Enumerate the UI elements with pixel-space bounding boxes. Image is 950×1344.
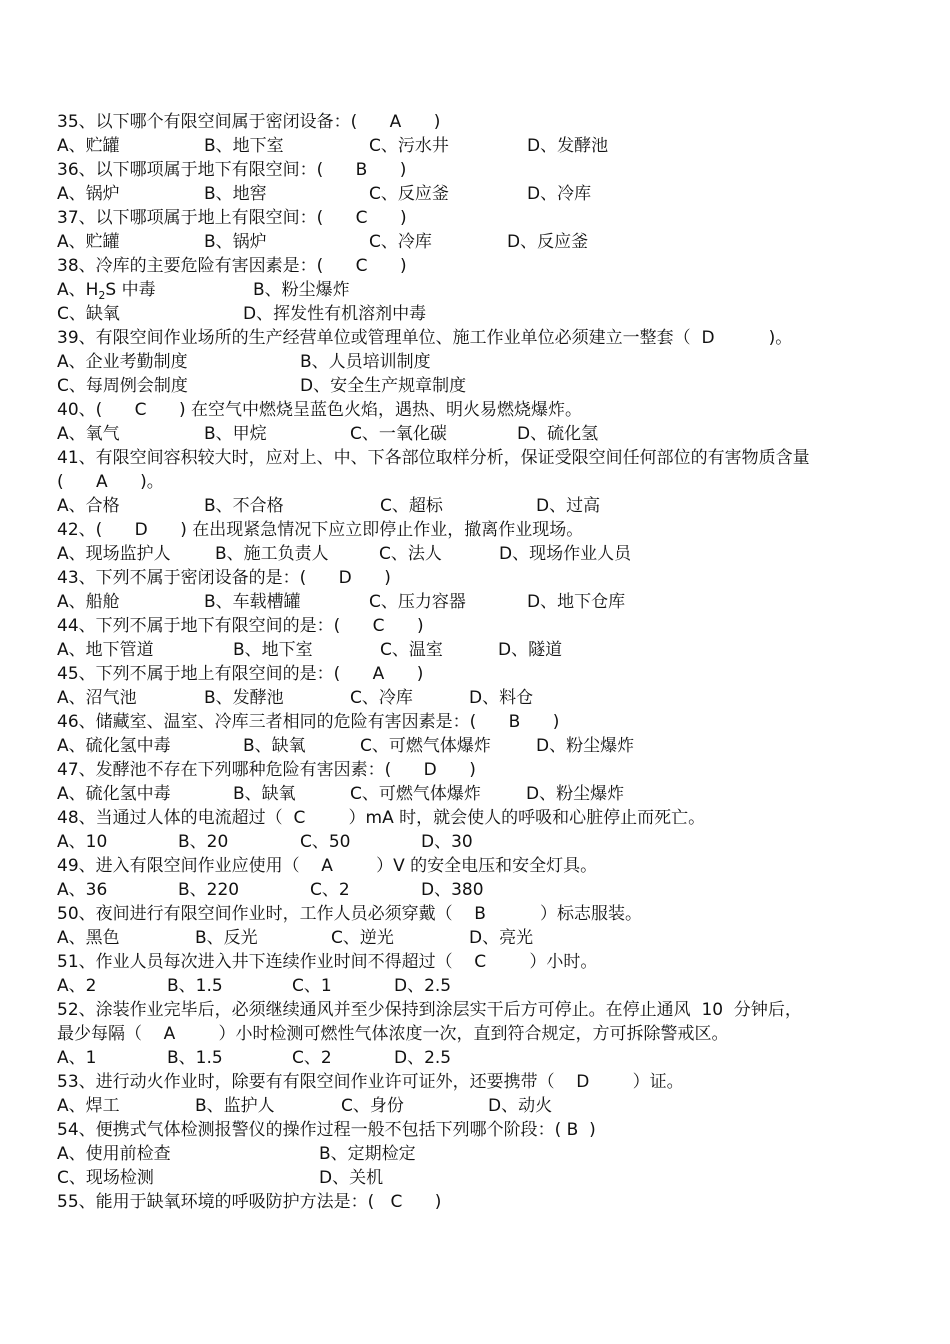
question-text: 54、便携式气体检测报警仪的操作过程一般不包括下列哪个阶段：( B ) <box>57 1120 596 1140</box>
option-a: A、贮罐 <box>57 136 120 156</box>
option-d: D、挥发性有机溶剂中毒 <box>243 304 427 324</box>
question-text: 41、有限空间容积较大时，应对上、中、下各部位取样分析，保证受限空间任何部位的有害物质含量 <box>57 448 810 468</box>
question-46 <box>57 710 559 734</box>
option-d: D、30 <box>421 832 473 852</box>
options-53 <box>57 1094 553 1118</box>
question-text: 43、下列不属于密闭设备的是：( D ) <box>57 568 391 588</box>
option-a: A、企业考勤制度 <box>57 352 188 372</box>
option-b: B、地下室 <box>233 640 313 660</box>
option-a: A、焊工 <box>57 1096 120 1116</box>
option-b: B、地下室 <box>204 136 284 156</box>
option-c: C、压力容器 <box>369 592 466 612</box>
question-text: 53、进行动火作业时，除要有有限空间作业许可证外，还要携带（ D ）证。 <box>57 1072 684 1092</box>
options-45 <box>57 686 534 710</box>
option-c: C、法人 <box>379 544 442 564</box>
option-b: B、甲烷 <box>204 424 267 444</box>
option-b: B、缺氧 <box>233 784 296 804</box>
options-54-row1 <box>57 1142 416 1166</box>
option-c: C、反应釜 <box>369 184 449 204</box>
option-d: D、2.5 <box>394 976 452 996</box>
option-c: C、50 <box>300 832 351 852</box>
question-text: 39、有限空间作业场所的生产经营单位或管理单位、施工作业单位必须建立一整套（ D )。 <box>57 328 793 348</box>
option-c: C、冷库 <box>350 688 413 708</box>
option-d: D、粉尘爆炸 <box>526 784 625 804</box>
option-c: C、污水井 <box>369 136 449 156</box>
question-47 <box>57 758 476 782</box>
option-c: C、现场检测 <box>57 1168 154 1188</box>
option-d: D、发酵池 <box>527 136 609 156</box>
option-b: B、发酵池 <box>204 688 284 708</box>
option-a: A、硫化氢中毒 <box>57 784 171 804</box>
option-d: D、现场作业人员 <box>499 544 632 564</box>
question-38 <box>57 254 407 278</box>
options-48 <box>57 830 473 854</box>
option-d: D、过高 <box>536 496 601 516</box>
question-50 <box>57 902 642 926</box>
option-a: A、2 <box>57 976 97 996</box>
question-43 <box>57 566 391 590</box>
option-a: A、沼气池 <box>57 688 137 708</box>
option-a: A、黑色 <box>57 928 120 948</box>
question-45 <box>57 662 423 686</box>
question-text: 48、当通过人体的电流超过（ C ）mA 时，就会使人的呼吸和心脏停止而死亡。 <box>57 808 706 828</box>
question-41 <box>57 446 810 470</box>
option-a: A、硫化氢中毒 <box>57 736 171 756</box>
question-text: 52、涂装作业完毕后，必须继续通风并至少保持到涂层实干后方可停止。在停止通风 10 分钟后， <box>57 1000 802 1020</box>
options-44 <box>57 638 563 662</box>
option-c: C、可燃气体爆炸 <box>360 736 491 756</box>
option-c: C、每周例会制度 <box>57 376 188 396</box>
question-text: 44、下列不属于地下有限空间的是：( C ) <box>57 616 424 636</box>
options-42 <box>57 542 632 566</box>
question-37 <box>57 206 407 230</box>
option-a: A、合格 <box>57 496 120 516</box>
option-b: B、地窖 <box>204 184 267 204</box>
option-a: A、$H_2S$ 中毒 <box>57 280 156 302</box>
option-b: B、220 <box>178 880 240 900</box>
option-b: B、车载槽罐 <box>204 592 301 612</box>
question-55 <box>57 1190 441 1214</box>
option-b: B、施工负责人 <box>215 544 329 564</box>
options-40 <box>57 422 599 446</box>
option-b: B、定期检定 <box>319 1144 416 1164</box>
options-49 <box>57 878 484 902</box>
option-c: C、冷库 <box>369 232 432 252</box>
options-54-row2 <box>57 1166 384 1190</box>
option-d: D、反应釜 <box>507 232 589 252</box>
option-b: B、锅炉 <box>204 232 267 252</box>
option-d: D、硫化氢 <box>517 424 599 444</box>
question-text: 47、发酵池不存在下列哪种危险有害因素：( D ) <box>57 760 476 780</box>
option-a: A、贮罐 <box>57 232 120 252</box>
option-c: C、缺氧 <box>57 304 120 324</box>
question-text: 35、以下哪个有限空间属于密闭设备：( A ) <box>57 112 441 132</box>
question-35 <box>57 110 440 134</box>
option-a: A、36 <box>57 880 108 900</box>
option-d: D、亮光 <box>469 928 534 948</box>
question-text: 46、储藏室、温室、冷库三者相同的危险有害因素是：( B ) <box>57 712 560 732</box>
option-d: D、冷库 <box>527 184 592 204</box>
question-36 <box>57 158 406 182</box>
options-38-row2 <box>57 302 427 326</box>
question-text-cont: 最少每隔（ A ）小时检测可燃性气体浓度一次，直到符合规定，方可拆除警戒区。 <box>57 1024 729 1044</box>
option-d: D、关机 <box>319 1168 384 1188</box>
option-a: A、锅炉 <box>57 184 120 204</box>
options-39-row2 <box>57 374 467 398</box>
option-b: B、20 <box>178 832 229 852</box>
options-39-row1 <box>57 350 431 374</box>
question-52-cont <box>57 1022 728 1046</box>
option-c: C、2 <box>292 1048 332 1068</box>
options-38-row1 <box>57 278 350 302</box>
question-52 <box>57 998 802 1022</box>
answer-blank: ( A )。 <box>57 472 164 492</box>
question-42 <box>57 518 583 542</box>
option-c: C、2 <box>310 880 350 900</box>
options-50 <box>57 926 534 950</box>
question-44 <box>57 614 424 638</box>
options-51 <box>57 974 452 998</box>
question-text: 51、作业人员每次进入井下连续作业时间不得超过（ C ）小时。 <box>57 952 598 972</box>
question-51 <box>57 950 597 974</box>
question-text: 42、( D ) 在出现紧急情况下应立即停止作业，撤离作业现场。 <box>57 520 584 540</box>
option-d: D、安全生产规章制度 <box>300 376 467 396</box>
question-text: 40、( C ) 在空气中燃烧呈蓝色火焰，遇热、明火易燃烧爆炸。 <box>57 400 583 420</box>
question-text: 38、冷库的主要危险有害因素是：( C ) <box>57 256 407 276</box>
option-a: A、10 <box>57 832 108 852</box>
question-text: 36、以下哪项属于地下有限空间：( B ) <box>57 160 407 180</box>
option-b: B、不合格 <box>204 496 284 516</box>
options-46 <box>57 734 635 758</box>
question-text: 55、能用于缺氧环境的呼吸防护方法是：( C ) <box>57 1192 442 1212</box>
question-53 <box>57 1070 684 1094</box>
option-d: D、料仓 <box>469 688 534 708</box>
option-c: C、一氧化碳 <box>350 424 447 444</box>
option-d: D、2.5 <box>394 1048 452 1068</box>
option-d: D、隧道 <box>498 640 563 660</box>
option-b: B、监护人 <box>195 1096 275 1116</box>
question-41-answer <box>57 470 164 494</box>
option-b: B、人员培训制度 <box>300 352 431 372</box>
question-text: 45、下列不属于地上有限空间的是：( A ) <box>57 664 424 684</box>
question-text: 37、以下哪项属于地上有限空间：( C ) <box>57 208 407 228</box>
question-text: 50、夜间进行有限空间作业时，工作人员必须穿戴（ B ）标志服装。 <box>57 904 642 924</box>
options-35 <box>57 134 609 158</box>
question-48 <box>57 806 705 830</box>
option-a: A、地下管道 <box>57 640 154 660</box>
options-47 <box>57 782 625 806</box>
option-a: A、1 <box>57 1048 97 1068</box>
option-c: C、逆光 <box>331 928 394 948</box>
option-c: C、超标 <box>380 496 443 516</box>
option-d: D、地下仓库 <box>527 592 626 612</box>
option-c: C、身份 <box>341 1096 404 1116</box>
option-a: A、使用前检查 <box>57 1144 171 1164</box>
option-b: B、1.5 <box>167 976 223 996</box>
question-49 <box>57 854 597 878</box>
option-b: B、粉尘爆炸 <box>253 280 350 300</box>
option-b: B、反光 <box>195 928 258 948</box>
option-a: A、氧气 <box>57 424 120 444</box>
options-37 <box>57 230 589 254</box>
question-39 <box>57 326 792 350</box>
option-c: C、可燃气体爆炸 <box>350 784 481 804</box>
options-43 <box>57 590 626 614</box>
option-d: D、粉尘爆炸 <box>536 736 635 756</box>
option-c: C、温室 <box>380 640 443 660</box>
option-d: D、动火 <box>488 1096 553 1116</box>
question-text: 49、进入有限空间作业应使用（ A ）V 的安全电压和安全灯具。 <box>57 856 598 876</box>
option-b: B、缺氧 <box>243 736 306 756</box>
options-41 <box>57 494 601 518</box>
question-54 <box>57 1118 596 1142</box>
option-c: C、1 <box>292 976 332 996</box>
option-a: A、船舱 <box>57 592 120 612</box>
options-52 <box>57 1046 452 1070</box>
option-b: B、1.5 <box>167 1048 223 1068</box>
option-a: A、现场监护人 <box>57 544 171 564</box>
question-40 <box>57 398 582 422</box>
option-d: D、380 <box>421 880 484 900</box>
options-36 <box>57 182 592 206</box>
